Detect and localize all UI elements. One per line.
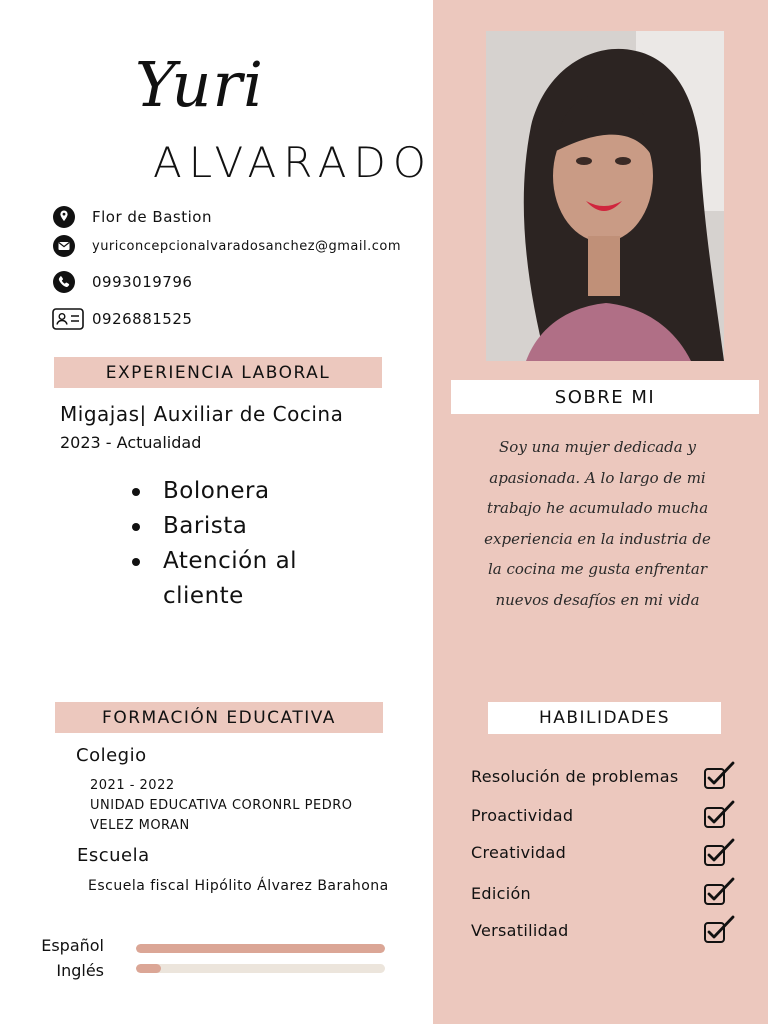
location-text: Flor de Bastion xyxy=(92,208,212,226)
about-line: trabajo he acumulado mucha xyxy=(486,499,709,517)
phone-text: 0993019796 xyxy=(92,273,193,291)
language-english-bar xyxy=(136,964,385,973)
about-line: la cocina me gusta enfrentar xyxy=(487,560,708,578)
phone-icon xyxy=(52,270,76,294)
skill-item: Proactividad xyxy=(471,806,574,825)
school-years: 2021 - 2022 xyxy=(90,778,175,793)
job-dates: 2023 - Actualidad xyxy=(60,433,202,452)
about-line: Soy una mujer dedicada y xyxy=(499,438,696,456)
language-spanish-bar xyxy=(136,944,385,953)
job-title: Migajas| Auxiliar de Cocina xyxy=(60,402,344,426)
checkbox-checked-icon xyxy=(703,877,735,907)
about-line: nuevos desafíos en mi vida xyxy=(495,590,700,609)
school-name-line2: VELEZ MORAN xyxy=(90,818,190,833)
education-heading: FORMACIÓN EDUCATIVA xyxy=(55,702,383,733)
language-english-fill xyxy=(136,964,161,973)
checkbox-checked-icon xyxy=(703,761,735,791)
skills-heading: HABILIDADES xyxy=(488,702,721,734)
list-item: Atención al cliente xyxy=(130,544,300,614)
skill-item: Resolución de problemas xyxy=(471,767,679,786)
email-icon xyxy=(52,234,76,258)
contact-email xyxy=(52,234,401,258)
first-name: Yuri xyxy=(135,48,264,121)
about-line: apasionada. A lo largo de mi xyxy=(489,468,706,487)
checkbox-checked-icon xyxy=(703,915,735,945)
duties-list xyxy=(130,474,300,614)
skill-item: Edición xyxy=(471,884,531,903)
last-name: ALVARADO xyxy=(153,138,433,187)
contact-location xyxy=(52,205,212,229)
primary-name: Escuela fiscal Hipólito Álvarez Barahona xyxy=(88,878,389,894)
id-text: 0926881525 xyxy=(92,310,193,328)
experience-heading: EXPERIENCIA LABORAL xyxy=(54,357,382,388)
checkbox-checked-icon xyxy=(703,838,735,868)
id-card-icon xyxy=(52,307,84,331)
language-spanish-fill xyxy=(136,944,385,953)
about-text xyxy=(470,432,725,615)
about-heading: SOBRE MI xyxy=(451,380,759,414)
contact-phone xyxy=(52,270,192,294)
email-text[interactable]: yuriconcepcionalvaradosanchez@gmail.com xyxy=(92,238,402,254)
list-item: Bolonera xyxy=(130,474,300,509)
about-line: experiencia en la industria de xyxy=(484,529,711,548)
location-pin-icon xyxy=(52,205,76,229)
school-label: Colegio xyxy=(76,745,147,766)
primary-label: Escuela xyxy=(77,845,150,866)
school-name-line1: UNIDAD EDUCATIVA CORONRL PEDRO xyxy=(90,798,353,813)
profile-photo xyxy=(486,31,724,361)
language-spanish-label: Español xyxy=(41,936,104,955)
checkbox-checked-icon xyxy=(703,800,735,830)
list-item: Barista xyxy=(130,509,300,544)
skill-item: Versatilidad xyxy=(471,921,569,940)
contact-id xyxy=(52,307,192,331)
language-english-label: Inglés xyxy=(56,961,104,980)
skill-item: Creatividad xyxy=(471,843,567,862)
